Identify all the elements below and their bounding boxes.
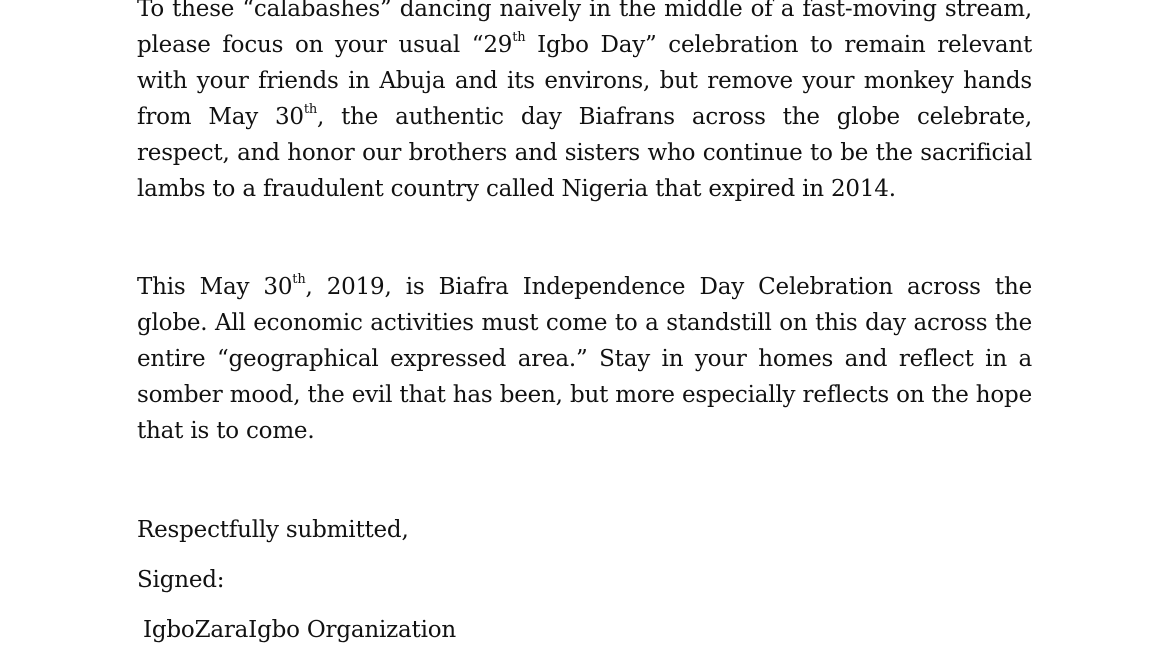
- signed-label: Signed:: [137, 567, 225, 593]
- ordinal-suffix: th: [292, 272, 306, 288]
- paragraph-calabashes: [137, 0, 1032, 207]
- paragraph-text: This May 30: [137, 274, 293, 300]
- paragraph-text: Igbo Day” celebration to remain relevant with your friends in Abuja and its environs, but remove your monkey hands from May 30: [137, 32, 1032, 130]
- paragraph-text: , the authentic day Biafrans across the globe celebrate, respect, and honor our brothers and sisters who continue to be the sacrificial lambs to a fraudulent country called Nigeria that expired in 2014.: [137, 104, 1032, 202]
- paragraph-text: To these “calabashes” dancing naively in the middle of a fast-moving stream, please focus on your usual “29: [137, 0, 1032, 58]
- organization-name: IgboZaraIgbo Organization: [143, 617, 457, 643]
- ordinal-suffix: th: [512, 30, 526, 46]
- paragraph-independence-day: [137, 269, 1032, 449]
- paragraph-text: , 2019, is Biafra Independence Day Celebration across the globe. All economic activities must come to a standstill on this day across the entire “geographical expressed area.” Stay in your homes and reflect in a somber mood, the evil that has been, but more especially reflects on the hope that is to come.: [137, 274, 1032, 444]
- ordinal-suffix: th: [303, 102, 318, 118]
- closing-line: Respectfully submitted,: [137, 517, 409, 543]
